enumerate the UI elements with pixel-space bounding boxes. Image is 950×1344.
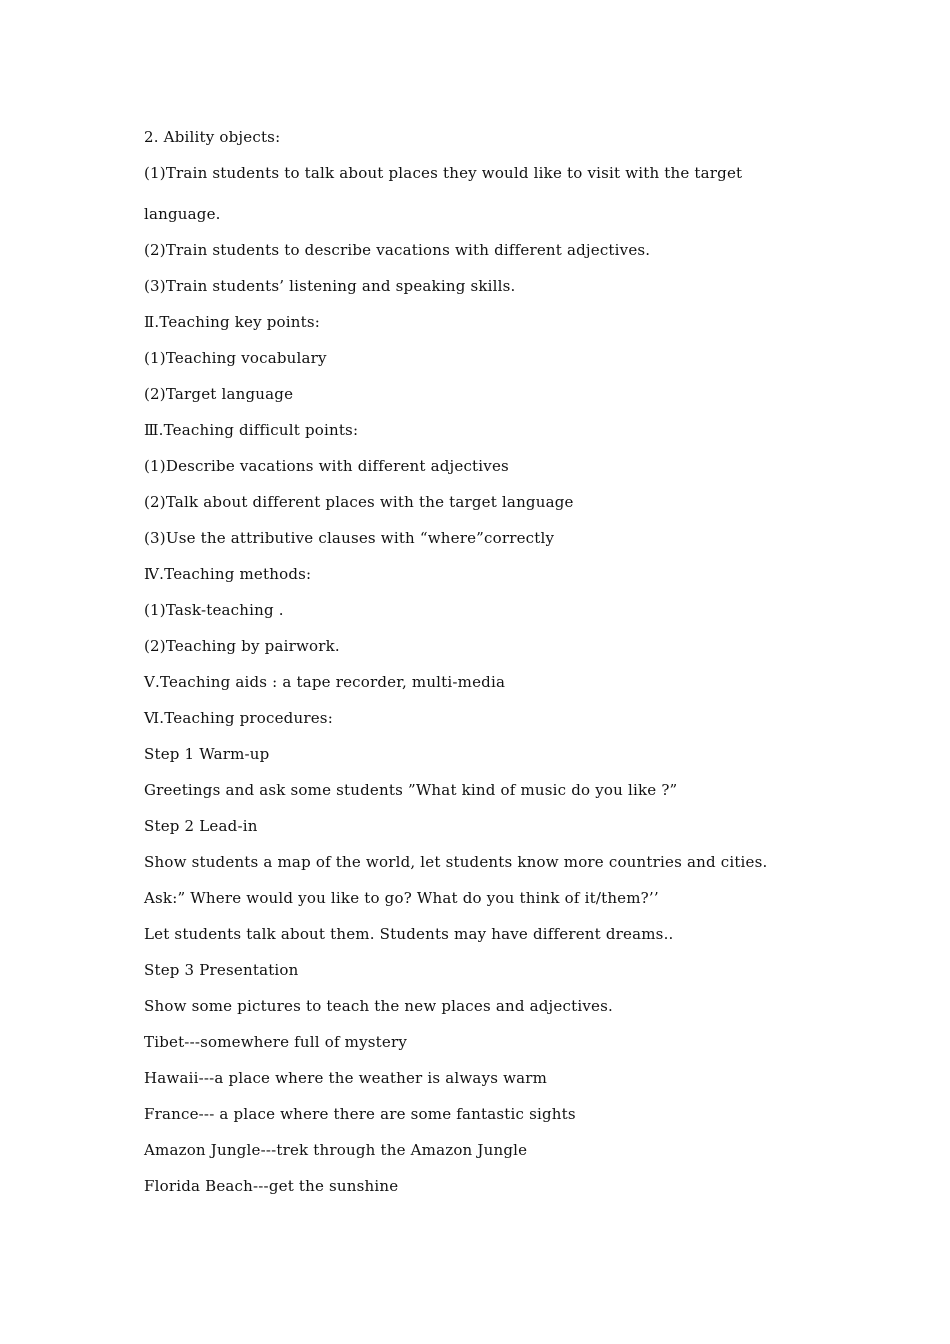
heading-difficult-points: Ⅲ.Teaching difficult points: — [144, 421, 359, 439]
heading-teaching-procedures: Ⅵ.Teaching procedures: — [144, 709, 333, 727]
text-line-step-2-a: Show students a map of the world, let students know more countries and cities. — [144, 853, 768, 871]
text-line-tibet: Tibet---somewhere full of mystery — [144, 1033, 408, 1051]
text-line-step-3-intro: Show some pictures to teach the new places and adjectives. — [144, 997, 613, 1015]
text-line-florida: Florida Beach---get the sunshine — [144, 1177, 399, 1195]
heading-teaching-methods: Ⅳ.Teaching methods: — [144, 565, 312, 583]
text-line-method-1: (1)Task-teaching . — [144, 601, 284, 619]
heading-key-points: Ⅱ.Teaching key points: — [144, 313, 320, 331]
heading-teaching-aids: Ⅴ.Teaching aids : a tape recorder, multi-media — [144, 673, 506, 691]
text-line-method-2: (2)Teaching by pairwork. — [144, 637, 340, 655]
step-3-title: Step 3 Presentation — [144, 961, 299, 979]
text-line-objective-2: (2)Train students to describe vacations with different adjectives. — [144, 241, 651, 259]
text-line-key-point-1: (1)Teaching vocabulary — [144, 349, 327, 367]
text-line-france: France--- a place where there are some fantastic sights — [144, 1105, 576, 1123]
text-line-ability-objects: 2. Ability objects: — [144, 128, 281, 146]
text-line-amazon: Amazon Jungle---trek through the Amazon Jungle — [144, 1141, 528, 1159]
document-body — [144, 124, 844, 1209]
text-line-difficult-3: (3)Use the attributive clauses with “where”correctly — [144, 529, 555, 547]
text-line-difficult-1: (1)Describe vacations with different adjectives — [144, 457, 509, 475]
step-1-title: Step 1 Warm-up — [144, 745, 270, 763]
text-line-objective-1: (1)Train students to talk about places they would like to visit with the target — [144, 164, 743, 182]
text-line-objective-3: (3)Train students’ listening and speaking skills. — [144, 277, 516, 295]
text-line-step-2-c: Let students talk about them. Students may have different dreams.. — [144, 925, 674, 943]
text-line-step-1: Greetings and ask some students ”What kind of music do you like ?” — [144, 781, 678, 799]
step-2-title: Step 2 Lead-in — [144, 817, 258, 835]
text-line-key-point-2: (2)Target language — [144, 385, 294, 403]
text-line-difficult-2: (2)Talk about different places with the target language — [144, 493, 574, 511]
text-line-hawaii: Hawaii---a place where the weather is always warm — [144, 1069, 548, 1087]
text-line-objective-1-cont: language. — [144, 205, 221, 223]
text-line-step-2-b: Ask:” Where would you like to go? What do you think of it/them?’’ — [144, 889, 659, 907]
